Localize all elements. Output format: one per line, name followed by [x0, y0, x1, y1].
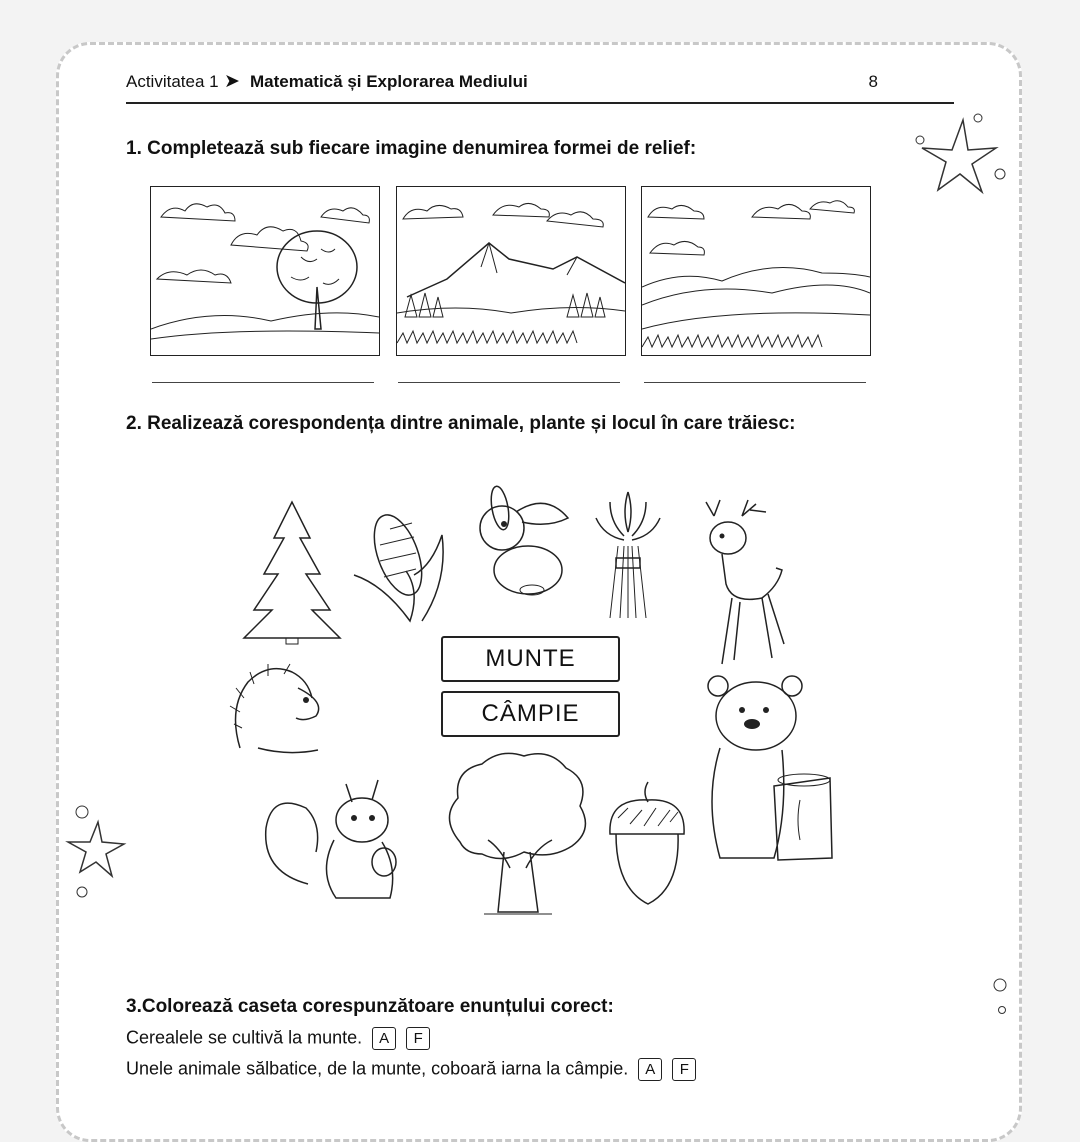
- arrow-icon: ➤: [224, 71, 240, 92]
- answer-line-1[interactable]: [152, 382, 374, 383]
- label-munte[interactable]: MUNTE: [441, 636, 620, 682]
- activity-label: Activitatea 1: [126, 72, 219, 91]
- page-header: [126, 68, 954, 104]
- subject-title: Matematică și Explorarea Mediului: [250, 72, 528, 91]
- corn-icon: [350, 505, 450, 625]
- deer-icon: [692, 494, 790, 670]
- starfish-decoration-icon: [62, 800, 132, 900]
- bubbles-decoration-icon: [990, 975, 1014, 1020]
- question-1-title: 1. Completează sub fiecare imagine denumirea formei de relief:: [126, 138, 697, 159]
- statement-text: Cerealele se cultivă la munte.: [126, 1027, 363, 1048]
- question-2-title: 2. Realizează corespondența dintre animale, plante și locul în care trăiesc:: [126, 413, 796, 434]
- false-box[interactable]: F: [406, 1027, 430, 1050]
- hedgehog-icon: [228, 658, 328, 758]
- statement-row: [126, 1027, 430, 1050]
- true-box[interactable]: A: [372, 1027, 396, 1050]
- wheat-sheaf-icon: [588, 486, 668, 622]
- statement-row: [126, 1058, 696, 1081]
- oak-tree-icon: [440, 748, 594, 918]
- scene-tree-plain-icon: [150, 186, 380, 356]
- question-3-title: 3.Colorează caseta corespunzătoare enunțului corect:: [126, 996, 614, 1017]
- scene-hills-icon: [641, 186, 871, 356]
- statement-text: Unele animale sălbatice, de la munte, coboară iarna la câmpie.: [126, 1058, 629, 1079]
- squirrel-icon: [262, 772, 404, 906]
- scene-mountains-icon: [396, 186, 626, 356]
- fir-tree-icon: [238, 498, 346, 646]
- label-campie[interactable]: CÂMPIE: [441, 691, 620, 737]
- false-box[interactable]: F: [672, 1058, 696, 1081]
- answer-line-2[interactable]: [398, 382, 620, 383]
- starfish-decoration-icon: [908, 112, 1008, 202]
- page-number: 8: [868, 72, 878, 91]
- bear-icon: [700, 670, 840, 866]
- answer-line-3[interactable]: [644, 382, 866, 383]
- rabbit-icon: [470, 482, 574, 598]
- acorn-icon: [604, 778, 690, 910]
- true-box[interactable]: A: [638, 1058, 662, 1081]
